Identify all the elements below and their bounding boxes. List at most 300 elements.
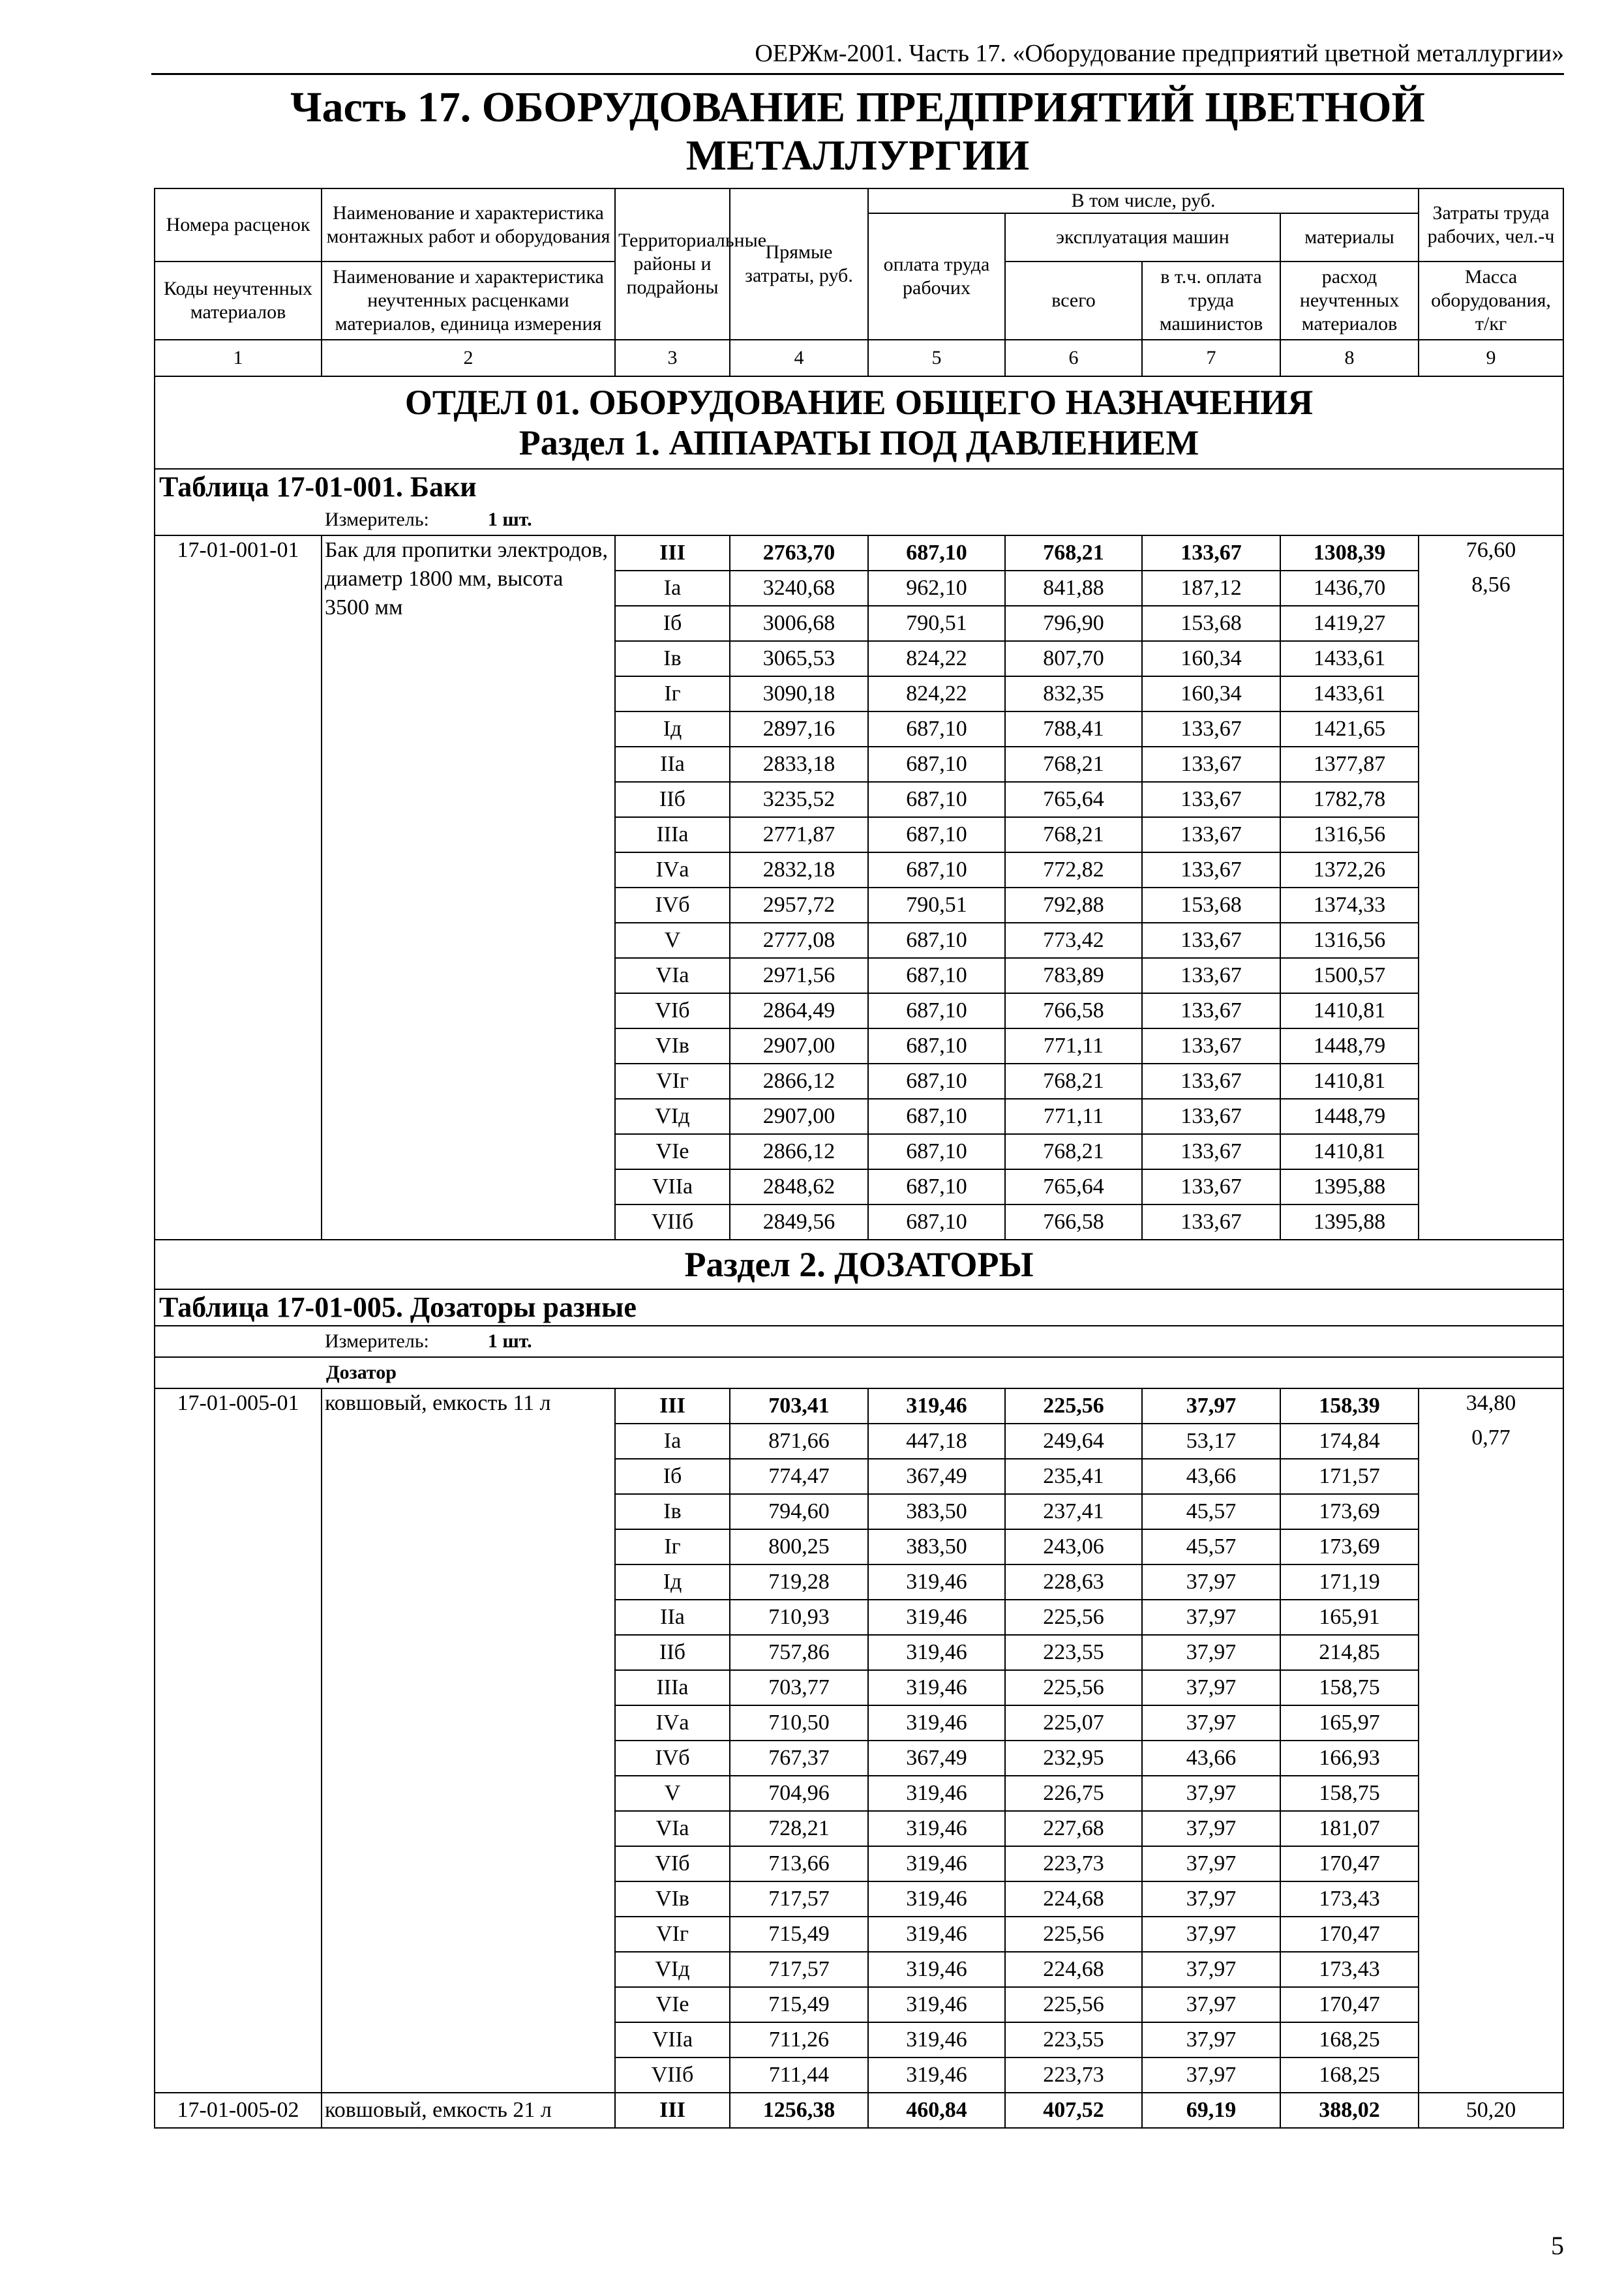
region-cell: Iб bbox=[615, 1459, 730, 1494]
value-cell: 168,25 bbox=[1280, 2057, 1419, 2093]
region-cell: VIа bbox=[615, 958, 730, 993]
value-cell: 223,73 bbox=[1005, 2057, 1142, 2093]
value-cell: 687,10 bbox=[868, 923, 1005, 958]
value-cell: 807,70 bbox=[1005, 641, 1142, 676]
value-cell: 728,21 bbox=[730, 1811, 868, 1846]
value-cell: 460,84 bbox=[868, 2093, 1005, 2128]
measure-label: Измеритель: bbox=[325, 509, 429, 530]
value-cell: 45,57 bbox=[1142, 1494, 1280, 1529]
table-2-title: Таблица 17-01-005. Дозаторы разные bbox=[155, 1289, 1563, 1326]
value-cell: 792,88 bbox=[1005, 888, 1142, 923]
value-cell: 687,10 bbox=[868, 1169, 1005, 1204]
region-cell: Iа bbox=[615, 571, 730, 606]
region-cell: VIг bbox=[615, 1064, 730, 1099]
value-cell: 133,67 bbox=[1142, 923, 1280, 958]
value-cell: 715,49 bbox=[730, 1987, 868, 2022]
value-cell: 687,10 bbox=[868, 535, 1005, 571]
value-cell: 173,43 bbox=[1280, 1881, 1419, 1917]
value-cell: 1421,65 bbox=[1280, 711, 1419, 747]
value-cell: 37,97 bbox=[1142, 1564, 1280, 1600]
value-cell: 2771,87 bbox=[730, 817, 868, 852]
value-cell: 765,64 bbox=[1005, 782, 1142, 817]
value-cell: 37,97 bbox=[1142, 1776, 1280, 1811]
column-number-7: 7 bbox=[1142, 340, 1280, 376]
value-cell: 37,97 bbox=[1142, 1811, 1280, 1846]
region-cell: Iд bbox=[615, 711, 730, 747]
region-cell: III bbox=[615, 2093, 730, 2128]
value-cell: 447,18 bbox=[868, 1424, 1005, 1459]
department-heading: ОТДЕЛ 01. ОБОРУДОВАНИЕ ОБЩЕГО НАЗНАЧЕНИЯ bbox=[155, 376, 1563, 423]
value-cell: 1374,33 bbox=[1280, 888, 1419, 923]
value-cell: 319,46 bbox=[868, 1881, 1005, 1917]
column-number-3: 3 bbox=[615, 340, 730, 376]
value-cell: 319,46 bbox=[868, 2057, 1005, 2093]
region-cell: Iд bbox=[615, 1564, 730, 1600]
region-cell: VIIа bbox=[615, 2022, 730, 2057]
hdr-materials-sub: расход неучтенных материалов bbox=[1280, 262, 1419, 340]
value-cell: 687,10 bbox=[868, 958, 1005, 993]
value-cell: 832,35 bbox=[1005, 676, 1142, 711]
value-cell: 225,56 bbox=[1005, 1670, 1142, 1705]
value-cell: 767,37 bbox=[730, 1741, 868, 1776]
value-cell: 796,90 bbox=[1005, 606, 1142, 641]
hdr-machines-total: всего bbox=[1005, 262, 1142, 340]
value-cell: 133,67 bbox=[1142, 1204, 1280, 1240]
value-cell: 1410,81 bbox=[1280, 1134, 1419, 1169]
region-cell: III bbox=[615, 535, 730, 571]
hdr-col9-bottom: Масса оборудования, т/кг bbox=[1419, 262, 1563, 340]
section-1-heading: Раздел 1. АППАРАТЫ ПОД ДАВЛЕНИЕМ bbox=[155, 423, 1563, 469]
value-cell: 223,55 bbox=[1005, 1635, 1142, 1670]
value-cell: 687,10 bbox=[868, 711, 1005, 747]
value-cell: 717,57 bbox=[730, 1952, 868, 1987]
value-cell: 367,49 bbox=[868, 1741, 1005, 1776]
value-cell: 687,10 bbox=[868, 852, 1005, 888]
hdr-machines: эксплуатация машин bbox=[1005, 213, 1280, 262]
value-cell: 1433,61 bbox=[1280, 641, 1419, 676]
value-cell: 1316,56 bbox=[1280, 817, 1419, 852]
region-cell: IIб bbox=[615, 782, 730, 817]
value-cell: 388,02 bbox=[1280, 2093, 1419, 2128]
region-cell: VIг bbox=[615, 1917, 730, 1952]
value-cell: 2763,70 bbox=[730, 535, 868, 571]
value-cell: 174,84 bbox=[1280, 1424, 1419, 1459]
value-cell: 1419,27 bbox=[1280, 606, 1419, 641]
value-cell: 170,47 bbox=[1280, 1846, 1419, 1881]
region-cell: VIе bbox=[615, 1987, 730, 2022]
value-cell: 232,95 bbox=[1005, 1741, 1142, 1776]
value-cell: 2866,12 bbox=[730, 1134, 868, 1169]
value-cell: 37,97 bbox=[1142, 1600, 1280, 1635]
value-cell: 1448,79 bbox=[1280, 1028, 1419, 1064]
value-cell: 319,46 bbox=[868, 1811, 1005, 1846]
value-cell: 771,11 bbox=[1005, 1099, 1142, 1134]
region-cell: Iа bbox=[615, 1424, 730, 1459]
labor-cost-cell: 76,60 bbox=[1419, 535, 1563, 571]
hdr-machines-pay: в т.ч. оплата труда машинистов bbox=[1142, 262, 1280, 340]
value-cell: 2848,62 bbox=[730, 1169, 868, 1204]
value-cell: 158,75 bbox=[1280, 1670, 1419, 1705]
value-cell: 133,67 bbox=[1142, 747, 1280, 782]
table-1-measure bbox=[155, 505, 1563, 535]
value-cell: 153,68 bbox=[1142, 606, 1280, 641]
hdr-col2-bottom: Наименование и характеристика неучтенных расценками материалов, единица измерения bbox=[322, 262, 615, 340]
rate-code: 17-01-005-01 bbox=[155, 1388, 322, 2093]
value-cell: 225,56 bbox=[1005, 1987, 1142, 2022]
value-cell: 43,66 bbox=[1142, 1459, 1280, 1494]
hdr-direct-costs: Прямые затраты, руб. bbox=[730, 188, 868, 340]
value-cell: 2832,18 bbox=[730, 852, 868, 888]
value-cell: 871,66 bbox=[730, 1424, 868, 1459]
value-cell: 717,57 bbox=[730, 1881, 868, 1917]
region-cell: Iг bbox=[615, 1529, 730, 1564]
measure-value: 1 шт. bbox=[487, 509, 532, 530]
table-2-subtitle: Дозатор bbox=[155, 1357, 1563, 1388]
value-cell: 788,41 bbox=[1005, 711, 1142, 747]
value-cell: 160,34 bbox=[1142, 676, 1280, 711]
value-cell: 790,51 bbox=[868, 606, 1005, 641]
value-cell: 687,10 bbox=[868, 1028, 1005, 1064]
value-cell: 225,56 bbox=[1005, 1600, 1142, 1635]
value-cell: 774,47 bbox=[730, 1459, 868, 1494]
value-cell: 704,96 bbox=[730, 1776, 868, 1811]
value-cell: 1410,81 bbox=[1280, 993, 1419, 1028]
region-cell: VIб bbox=[615, 993, 730, 1028]
value-cell: 800,25 bbox=[730, 1529, 868, 1564]
value-cell: 687,10 bbox=[868, 1204, 1005, 1240]
value-cell: 768,21 bbox=[1005, 1064, 1142, 1099]
measure-value: 1 шт. bbox=[487, 1330, 532, 1352]
value-cell: 37,97 bbox=[1142, 1846, 1280, 1881]
value-cell: 225,56 bbox=[1005, 1388, 1142, 1424]
value-cell: 319,46 bbox=[868, 1564, 1005, 1600]
page-title-line-1: Часть 17. ОБОРУДОВАНИЕ ПРЕДПРИЯТИЙ ЦВЕТНОЙ bbox=[290, 83, 1425, 131]
hdr-col9-top: Затраты труда рабочих, чел.-ч bbox=[1419, 188, 1563, 262]
value-cell: 170,47 bbox=[1280, 1987, 1419, 2022]
region-cell: III bbox=[615, 1388, 730, 1424]
page-title-line-2: МЕТАЛЛУРГИИ bbox=[685, 132, 1030, 179]
value-cell: 187,12 bbox=[1142, 571, 1280, 606]
value-cell: 407,52 bbox=[1005, 2093, 1142, 2128]
value-cell: 2907,00 bbox=[730, 1028, 868, 1064]
value-cell: 237,41 bbox=[1005, 1494, 1142, 1529]
value-cell: 133,67 bbox=[1142, 1028, 1280, 1064]
value-cell: 214,85 bbox=[1280, 1635, 1419, 1670]
table-row bbox=[155, 535, 1563, 571]
column-number-2: 2 bbox=[322, 340, 615, 376]
value-cell: 1436,70 bbox=[1280, 571, 1419, 606]
value-cell: 765,64 bbox=[1005, 1169, 1142, 1204]
page-number: 5 bbox=[1551, 2231, 1564, 2260]
value-cell: 170,47 bbox=[1280, 1917, 1419, 1952]
column-number-9: 9 bbox=[1419, 340, 1563, 376]
rate-description: ковшовый, емкость 21 л bbox=[322, 2093, 615, 2128]
value-cell: 225,07 bbox=[1005, 1705, 1142, 1741]
value-cell: 235,41 bbox=[1005, 1459, 1142, 1494]
value-cell: 37,97 bbox=[1142, 1917, 1280, 1952]
region-cell: VIв bbox=[615, 1028, 730, 1064]
value-cell: 171,19 bbox=[1280, 1564, 1419, 1600]
value-cell: 687,10 bbox=[868, 817, 1005, 852]
value-cell: 783,89 bbox=[1005, 958, 1142, 993]
value-cell: 319,46 bbox=[868, 1670, 1005, 1705]
value-cell: 168,25 bbox=[1280, 2022, 1419, 2057]
labor-cost-cell: 34,80 bbox=[1419, 1388, 1563, 1424]
value-cell: 173,69 bbox=[1280, 1529, 1419, 1564]
value-cell: 2849,56 bbox=[730, 1204, 868, 1240]
value-cell: 319,46 bbox=[868, 1846, 1005, 1881]
value-cell: 133,67 bbox=[1142, 1134, 1280, 1169]
value-cell: 225,56 bbox=[1005, 1917, 1142, 1952]
page-title bbox=[151, 83, 1564, 180]
column-number-6: 6 bbox=[1005, 340, 1142, 376]
value-cell: 133,67 bbox=[1142, 1099, 1280, 1134]
value-cell: 3235,52 bbox=[730, 782, 868, 817]
value-cell: 2777,08 bbox=[730, 923, 868, 958]
region-cell: VIа bbox=[615, 1811, 730, 1846]
value-cell: 3006,68 bbox=[730, 606, 868, 641]
region-cell: IIа bbox=[615, 747, 730, 782]
value-cell: 2897,16 bbox=[730, 711, 868, 747]
region-cell: IVа bbox=[615, 852, 730, 888]
hdr-col2-top: Наименование и характеристика монтажных работ и оборудования bbox=[322, 188, 615, 262]
value-cell: 715,49 bbox=[730, 1917, 868, 1952]
value-cell: 173,69 bbox=[1280, 1494, 1419, 1529]
value-cell: 2971,56 bbox=[730, 958, 868, 993]
value-cell: 133,67 bbox=[1142, 782, 1280, 817]
value-cell: 687,10 bbox=[868, 782, 1005, 817]
value-cell: 37,97 bbox=[1142, 2022, 1280, 2057]
value-cell: 1782,78 bbox=[1280, 782, 1419, 817]
table-2-measure bbox=[155, 1326, 1563, 1357]
value-cell: 181,07 bbox=[1280, 1811, 1419, 1846]
value-cell: 2864,49 bbox=[730, 993, 868, 1028]
hdr-col1-bottom: Коды неучтенных материалов bbox=[155, 262, 322, 340]
region-cell: VIд bbox=[615, 1952, 730, 1987]
value-cell: 383,50 bbox=[868, 1494, 1005, 1529]
value-cell: 383,50 bbox=[868, 1529, 1005, 1564]
hdr-col1-top: Номера расценок bbox=[155, 188, 322, 262]
value-cell: 224,68 bbox=[1005, 1952, 1142, 1987]
labor-cost-cell: 50,20 bbox=[1419, 2093, 1563, 2128]
value-cell: 773,42 bbox=[1005, 923, 1142, 958]
value-cell: 1308,39 bbox=[1280, 535, 1419, 571]
hdr-materials: материалы bbox=[1280, 213, 1419, 262]
equipment-mass-cell: 8,56 bbox=[1419, 571, 1563, 1240]
value-cell: 319,46 bbox=[868, 1776, 1005, 1811]
value-cell: 37,97 bbox=[1142, 1987, 1280, 2022]
value-cell: 3240,68 bbox=[730, 571, 868, 606]
value-cell: 711,44 bbox=[730, 2057, 868, 2093]
value-cell: 687,10 bbox=[868, 1134, 1005, 1169]
value-cell: 2957,72 bbox=[730, 888, 868, 923]
region-cell: VIв bbox=[615, 1881, 730, 1917]
value-cell: 713,66 bbox=[730, 1846, 868, 1881]
value-cell: 1500,57 bbox=[1280, 958, 1419, 993]
value-cell: 133,67 bbox=[1142, 535, 1280, 571]
value-cell: 824,22 bbox=[868, 676, 1005, 711]
region-cell: VIд bbox=[615, 1099, 730, 1134]
region-cell: IVа bbox=[615, 1705, 730, 1741]
value-cell: 160,34 bbox=[1142, 641, 1280, 676]
running-header: ОЕРЖм-2001. Часть 17. «Оборудование предприятий цветной металлургии» bbox=[151, 37, 1564, 75]
column-number-5: 5 bbox=[868, 340, 1005, 376]
value-cell: 319,46 bbox=[868, 2022, 1005, 2057]
value-cell: 319,46 bbox=[868, 1952, 1005, 1987]
column-number-8: 8 bbox=[1280, 340, 1419, 376]
measure-label: Измеритель: bbox=[325, 1330, 429, 1352]
value-cell: 766,58 bbox=[1005, 1204, 1142, 1240]
value-cell: 687,10 bbox=[868, 1099, 1005, 1134]
value-cell: 173,43 bbox=[1280, 1952, 1419, 1987]
value-cell: 771,11 bbox=[1005, 1028, 1142, 1064]
value-cell: 3090,18 bbox=[730, 676, 868, 711]
value-cell: 768,21 bbox=[1005, 747, 1142, 782]
value-cell: 711,26 bbox=[730, 2022, 868, 2057]
value-cell: 133,67 bbox=[1142, 993, 1280, 1028]
value-cell: 1395,88 bbox=[1280, 1169, 1419, 1204]
value-cell: 319,46 bbox=[868, 1917, 1005, 1952]
value-cell: 37,97 bbox=[1142, 1388, 1280, 1424]
hdr-including: В том числе, руб. bbox=[868, 188, 1419, 213]
value-cell: 249,64 bbox=[1005, 1424, 1142, 1459]
column-number-1: 1 bbox=[155, 340, 322, 376]
rate-code: 17-01-005-02 bbox=[155, 2093, 322, 2128]
value-cell: 3065,53 bbox=[730, 641, 868, 676]
value-cell: 133,67 bbox=[1142, 817, 1280, 852]
value-cell: 223,55 bbox=[1005, 2022, 1142, 2057]
value-cell: 37,97 bbox=[1142, 1952, 1280, 1987]
value-cell: 37,97 bbox=[1142, 2057, 1280, 2093]
region-cell: VIIа bbox=[615, 1169, 730, 1204]
value-cell: 171,57 bbox=[1280, 1459, 1419, 1494]
value-cell: 768,21 bbox=[1005, 535, 1142, 571]
region-cell: VIIб bbox=[615, 2057, 730, 2093]
value-cell: 133,67 bbox=[1142, 711, 1280, 747]
value-cell: 1448,79 bbox=[1280, 1099, 1419, 1134]
value-cell: 133,67 bbox=[1142, 958, 1280, 993]
value-cell: 790,51 bbox=[868, 888, 1005, 923]
table-row bbox=[155, 1388, 1563, 1424]
value-cell: 45,57 bbox=[1142, 1529, 1280, 1564]
value-cell: 165,91 bbox=[1280, 1600, 1419, 1635]
value-cell: 227,68 bbox=[1005, 1811, 1142, 1846]
value-cell: 794,60 bbox=[730, 1494, 868, 1529]
value-cell: 133,67 bbox=[1142, 852, 1280, 888]
value-cell: 710,93 bbox=[730, 1600, 868, 1635]
value-cell: 703,41 bbox=[730, 1388, 868, 1424]
region-cell: VIе bbox=[615, 1134, 730, 1169]
value-cell: 962,10 bbox=[868, 571, 1005, 606]
value-cell: 158,39 bbox=[1280, 1388, 1419, 1424]
table-row bbox=[155, 2093, 1563, 2128]
value-cell: 687,10 bbox=[868, 747, 1005, 782]
value-cell: 37,97 bbox=[1142, 1635, 1280, 1670]
value-cell: 687,10 bbox=[868, 993, 1005, 1028]
value-cell: 2866,12 bbox=[730, 1064, 868, 1099]
value-cell: 319,46 bbox=[868, 1987, 1005, 2022]
value-cell: 69,19 bbox=[1142, 2093, 1280, 2128]
region-cell: IIIа bbox=[615, 1670, 730, 1705]
value-cell: 1410,81 bbox=[1280, 1064, 1419, 1099]
value-cell: 1433,61 bbox=[1280, 676, 1419, 711]
value-cell: 1377,87 bbox=[1280, 747, 1419, 782]
equipment-mass-cell: 0,77 bbox=[1419, 1424, 1563, 2093]
value-cell: 1395,88 bbox=[1280, 1204, 1419, 1240]
value-cell: 223,73 bbox=[1005, 1846, 1142, 1881]
value-cell: 824,22 bbox=[868, 641, 1005, 676]
region-cell: IVб bbox=[615, 888, 730, 923]
hdr-labor-pay: оплата труда рабочих bbox=[868, 213, 1005, 340]
value-cell: 719,28 bbox=[730, 1564, 868, 1600]
section-2-heading: Раздел 2. ДОЗАТОРЫ bbox=[155, 1240, 1563, 1289]
rate-code: 17-01-001-01 bbox=[155, 535, 322, 1240]
region-cell: IIIа bbox=[615, 817, 730, 852]
value-cell: 367,49 bbox=[868, 1459, 1005, 1494]
value-cell: 768,21 bbox=[1005, 1134, 1142, 1169]
value-cell: 2833,18 bbox=[730, 747, 868, 782]
value-cell: 158,75 bbox=[1280, 1776, 1419, 1811]
region-cell: IIа bbox=[615, 1600, 730, 1635]
value-cell: 319,46 bbox=[868, 1635, 1005, 1670]
value-cell: 243,06 bbox=[1005, 1529, 1142, 1564]
value-cell: 37,97 bbox=[1142, 1705, 1280, 1741]
value-cell: 37,97 bbox=[1142, 1670, 1280, 1705]
region-cell: V bbox=[615, 923, 730, 958]
value-cell: 133,67 bbox=[1142, 1169, 1280, 1204]
value-cell: 319,46 bbox=[868, 1600, 1005, 1635]
value-cell: 166,93 bbox=[1280, 1741, 1419, 1776]
value-cell: 319,46 bbox=[868, 1705, 1005, 1741]
value-cell: 319,46 bbox=[868, 1388, 1005, 1424]
table-1-title: Таблица 17-01-001. Баки bbox=[155, 469, 1563, 505]
rate-description: ковшовый, емкость 11 л bbox=[322, 1388, 615, 2093]
region-cell: Iв bbox=[615, 1494, 730, 1529]
value-cell: 165,97 bbox=[1280, 1705, 1419, 1741]
value-cell: 133,67 bbox=[1142, 1064, 1280, 1099]
value-cell: 53,17 bbox=[1142, 1424, 1280, 1459]
price-table bbox=[154, 188, 1564, 2129]
value-cell: 228,63 bbox=[1005, 1564, 1142, 1600]
region-cell: Iв bbox=[615, 641, 730, 676]
rate-description: Бак для пропитки электродов, диаметр 1800 мм, высота 3500 мм bbox=[322, 535, 615, 1240]
value-cell: 710,50 bbox=[730, 1705, 868, 1741]
value-cell: 757,86 bbox=[730, 1635, 868, 1670]
region-cell: VIIб bbox=[615, 1204, 730, 1240]
value-cell: 43,66 bbox=[1142, 1741, 1280, 1776]
region-cell: VIб bbox=[615, 1846, 730, 1881]
value-cell: 2907,00 bbox=[730, 1099, 868, 1134]
value-cell: 1316,56 bbox=[1280, 923, 1419, 958]
region-cell: IVб bbox=[615, 1741, 730, 1776]
value-cell: 1256,38 bbox=[730, 2093, 868, 2128]
value-cell: 687,10 bbox=[868, 1064, 1005, 1099]
column-number-4: 4 bbox=[730, 340, 868, 376]
value-cell: 768,21 bbox=[1005, 817, 1142, 852]
region-cell: IIб bbox=[615, 1635, 730, 1670]
value-cell: 37,97 bbox=[1142, 1881, 1280, 1917]
value-cell: 772,82 bbox=[1005, 852, 1142, 888]
value-cell: 841,88 bbox=[1005, 571, 1142, 606]
value-cell: 703,77 bbox=[730, 1670, 868, 1705]
value-cell: 766,58 bbox=[1005, 993, 1142, 1028]
hdr-territory: Территориальные районы и подрайоны bbox=[615, 188, 730, 340]
value-cell: 226,75 bbox=[1005, 1776, 1142, 1811]
value-cell: 1372,26 bbox=[1280, 852, 1419, 888]
region-cell: V bbox=[615, 1776, 730, 1811]
region-cell: Iб bbox=[615, 606, 730, 641]
region-cell: Iг bbox=[615, 676, 730, 711]
